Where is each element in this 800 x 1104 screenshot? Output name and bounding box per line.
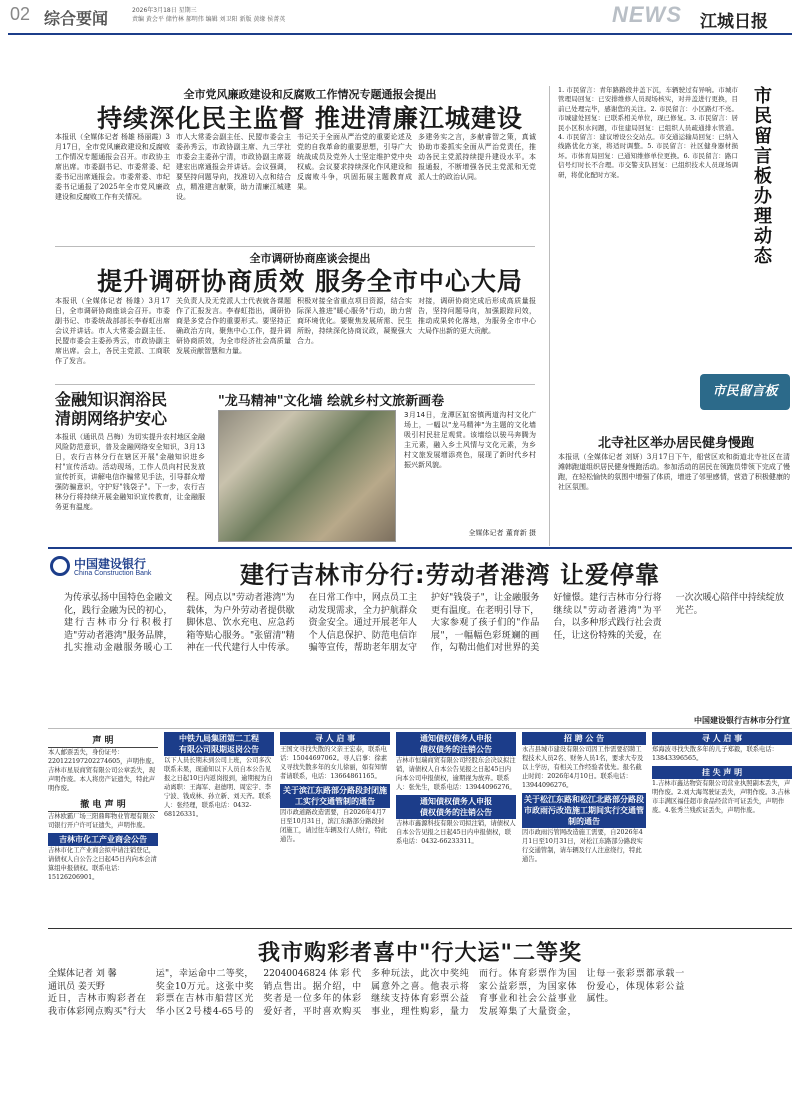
paper-name: 江城日报: [700, 12, 768, 32]
article4-caption: 3月14日，龙潭区缸窑镇两道沟村文化广场上，一幅以"龙马精神"为主题的文化墙吸引村民驻足观赏。该墙绘以骏马奔腾为主元素，融入乡土风情与文化元素，为乡村文旅发展增添亮色，展现了新时代乡村振兴新风貌。: [404, 411, 536, 469]
sidebar-title: [748, 86, 772, 266]
notice-text: 因市政道路改造需要，自2026年4月7日至10月31日，滨江东路部分路段封闭施工，请过往车辆及行人绕行，特此通告。: [280, 809, 388, 843]
header-date: 2026年3月18日 星期三: [132, 7, 197, 14]
notice-text: 永吉县城市建设有限公司因工作需要招聘工程技术人员2名、财务人员1名，要求大专及以上学历，有相关工作经验者优先。报名截止时间：2026年4月10日。联系电话：13944096276。: [522, 746, 644, 789]
article1-headline: 持续深化民主监督 推进清廉江城建设: [97, 104, 523, 133]
article4-photo: [218, 410, 396, 542]
notice-bar: 招 聘 公 告: [522, 732, 646, 745]
notice-bar: 寻 人 启 事: [280, 732, 390, 745]
classified-col1: [48, 732, 158, 920]
ccb-bank-cn: 中国建设银行: [74, 557, 147, 571]
article3-body: 本报讯（通讯员 吕梅）为切实提升农村地区金融风险防范意识，普及金融网络安全知识，3月13日，农行吉林分行在辖区开展"金融知识进乡村"宣传活动。活动现场，工作人员向村民发放宣传折页，讲解电信诈骗常见手法，引导群众增强防骗意识，守护好"钱袋子"。下一步，农行吉林分行将持续开展金融知识宣传教育，让金融服务更有温度。: [55, 433, 205, 511]
article6-headline: 我市购彩者喜中"行大运"二等奖: [258, 941, 582, 966]
notice-title: 撤 电 声 明: [48, 796, 158, 812]
ccb-body: 为传承弘扬中国特色金融文化，践行金融为民的初心，建行吉林市分行积极打造"劳动者港湾"服务品牌，扎实推动金融服务暖心工程。网点以"劳动者港湾"为载体，为户外劳动者提供歇脚休息、饮水充电、应急药箱等贴心服务。"张留清"精神在一代代建行人中传承。在日常工作中，网点员工主动发现需求，全力护航群众资金安全。通过开展老年人个人信息保护、防范电信诈骗等宣传，帮助老年朋友守护好"钱袋子"，让金融服务更有温度。在老明引导下，大家参观了孩子们的"作品展"，一幅幅色彩斑斓的画作，勾勒出他们对世界的美好憧憬。建行吉林市分行将继续以"劳动者港湾"为平台，以多种形式践行社会责任，让这份特殊的关爱，在一次次暖心陪伴中持续绽放光芒。: [64, 593, 784, 653]
notice-text: 郑海波寻找失散多年的儿子郑毅，联系电话：13843396565。: [652, 746, 778, 762]
sidebar-logo: [700, 374, 790, 410]
article2-col2: 关负责人及无党派人士代表就各课题作了汇报发言。李春虹指出，调研协商是多党合作的重要形式。要坚持正确政治方向，聚焦中心工作，提升调研协商质效，为全市经济社会高质量发展贡献智慧和力量。: [176, 297, 291, 355]
header-rule: [8, 33, 792, 35]
ccb-signature: 中国建设银行吉林市分行宣: [694, 716, 790, 725]
notice-text: 吉林欧霸厂场三阳鼎晖物业管理有限公司银行开户许可证遗失，声明作废。: [48, 813, 156, 829]
sidebar-logo-text: 市民留言板: [712, 384, 778, 399]
notice-text: 王国文寻找失散的父亲王宏泰，联系电话：15044697062。寻人启事：徐素义寻找失散多年的女儿徐丽，如有知情者请联系，电话：13664861165。: [280, 746, 388, 780]
article4-credit: 全媒体记者 董育新 摄: [468, 529, 536, 537]
article4-headline: "龙马精神"文化墙 绘就乡村文旅新画卷: [218, 394, 445, 409]
article6-body: 全媒体记者 刘 馨 通讯员 姜天野 近日，吉林市购彩者在我市体彩网点购买"行大运"，幸运命中二等奖，奖金10万元。这张中奖彩票在吉林市船营区光华小区2号楼4-65号的22040046824体彩代销点售出。据介绍，中奖者是一位多年的体彩爱好者，平时喜欢购买多种玩法，此次中奖纯属意外之喜。他表示将继续支持体育彩票公益事业，理性购彩，量力而行。体育彩票作为国家公益彩票，为国家体育事业和社会公益事业发展筹集了大量资金，让每一张彩票都承载一份爱心，体现体彩公益属性。: [48, 969, 685, 1017]
article2-col1: 本报讯（全媒体记者 杨雄）3月17日，全市调研协商座谈会召开。市委副书记、市委统战部部长李春虹出席会议并讲话。市人大常委会副主任、民盟市委会主委孙秀云，市政协副主席出席。会上，各民主党派、工商联作了发言。: [55, 297, 170, 365]
classified-col4: [396, 732, 516, 920]
classified-col2: [164, 732, 274, 920]
sidebar-title-text: 市民留言板办理动态: [751, 86, 772, 266]
ad-rule-bottom: [48, 728, 792, 729]
news-wordmark: NEWS: [612, 2, 682, 27]
notice-bar: 关于松江东路和松江北路部分路段市政雨污改造施工期间实行交通管制的通告: [524, 795, 644, 826]
article1-col2: 市人大常委会副主任、民盟市委会主委孙秀云，市政协副主席、九三学社市委会主委孙宁清，市政协副主席聂建宏出席通报会并讲话。会议强调，要坚持问题导向，找准切入点和结合点，精准建言献策，助力清廉江城建设。: [176, 133, 291, 201]
notice-bar: 通知债权债务人申报 债权债务的注销公告: [396, 732, 516, 756]
article5-headline: 北寺社区举办居民健身慢跑: [597, 436, 754, 451]
divider: [55, 246, 535, 247]
article5-body: 本报讯（全媒体记者 刘妍）3月17日下午，船营区欢和街道北寺社区在清滩韩跑道组织居民健身慢跑活动。参加活动的居民在领跑员带领下完成了慢跑，在轻松愉快的氛围中增强了体质，增进了邻里感情，营造了积极健康的社区氛围。: [558, 453, 790, 491]
notice-bar: 关于滨江东路部分路段封闭施工实行交通管制的通告: [280, 784, 390, 808]
notice-bar: 通知债权债务人申报 债权债务的注销公告: [396, 795, 516, 819]
classified-col5: [522, 732, 646, 920]
classified-col3: [280, 732, 390, 920]
ccb-bank-en: China Construction Bank: [74, 570, 152, 577]
article1-col3: 书记关于全面从严治党的重要论述及党的自我革命的重要思想，引导广大统战成员及党外人士坚定维护党中央权威。会议要求持续深化作风建设和反腐败斗争，巩固拓展主题教育成果。: [297, 133, 412, 191]
notice-text: 1.吉林市鑫达物资有限公司营业执照副本丢失，声明作废。2.刘大海驾驶证丢失，声明作废。3.吉林市丰满区福佳超市食品经营许可证丢失，声明作废。4.张秀兰残疾证丢失，声明作废。: [652, 780, 791, 814]
sidebar-text: 1. 市民留言：青年路路段井盖下沉，车辆驶过有异响。市城市管理局回复：已安排维修人员现场核实，对井盖进行更换，目前已处理完毕，感谢您的关注。2. 市民留言：小区路灯不亮。市城建处回复：已联系相关单位，现已修复。3. 市民留言：居民小区积水问题，市住建局回复：已组织人员疏通排水管道。4. 市民留言：建议增设公交站点。市交通运输局回复：已纳入线路优化方案，将适时调整。5. 市民留言：社区健身器材损坏。市体育局回复：已通知维修单位更换。6. 市民留言：路口信号灯时长不合理。市交警支队回复：已组织技术人员现场调研，将优化配时方案。: [558, 86, 738, 179]
sidebar-divider: [549, 86, 550, 546]
ad-rule-top: [48, 547, 792, 549]
notice-title: 声 明: [48, 732, 158, 748]
page-number: 02: [10, 4, 31, 24]
article2-col3: 积极对接全省重点项目资源，结合实际深入推进"暖心服务"行动，助力营商环境优化。要聚焦发展所需、民生所盼，持续深化协商议政，凝聚强大合力。: [297, 297, 412, 345]
notice-bar: 吉林市化工产业商会公告: [48, 833, 158, 846]
article1-kicker: 全市党风廉政建设和反腐败工作情况专题通报会提出: [183, 88, 437, 101]
article2-col4: 对接，调研协商完成后形成高质量报告，坚持问题导向，加强跟踪问效，推动成果转化落地，为服务全市中心大局作出新的更大贡献。: [418, 297, 536, 335]
divider: [55, 384, 535, 385]
section-title: 综合要闻: [44, 9, 109, 28]
header-editors: 责编 黄会平 储竹林 郝明伟 编辑 刘卫阳 新版 黄缘 侯菁英: [132, 16, 286, 23]
notice-text: 因市政雨污管网改造施工需要，自2026年4月1日至10月31日，对松江东路部分路段实行交通管制，请车辆及行人注意绕行，特此通告。: [522, 829, 643, 863]
ccb-headline: 建行吉林市分行:劳动者港湾 让爱停靠: [240, 561, 660, 589]
article3-headline: 金融知识润浴民 清朗网络护安心: [55, 390, 168, 428]
article1-col4: 多建务实之言，多献睿智之策，真诚协助市委抓实全面从严治党责任，推动各民主党派持续提升建设水平。本报通报，不断增强各民主党派和无党派人士的政治认同。: [418, 133, 536, 181]
lottery-rule: [48, 928, 792, 929]
article2-kicker: 全市调研协商座谈会提出: [249, 252, 371, 265]
notice-text: 吉林市恒瑞商贸有限公司经股东会决议拟注销，请债权人自本公告见报之日起45日内向本公司申报债权，逾期视为放弃。联系人：张先生，联系电话：13944096276。: [396, 757, 516, 791]
notice-text: 吉林市化工产业商会拟申请注销登记，请债权人自公告之日起45日内向本会清算组申报债权。联系电话：15126206901。: [48, 847, 157, 881]
notice-bar: 挂 失 声 明: [652, 766, 792, 779]
notice-text: 以下人员长期未到公司上班，公司多次联系未果，现通知以下人员自本公告见报之日起10日内返岗报到，逾期视为自动离职：王海军、赵德明、周宏宇、李宁波、钱成林、孙立新、刘天齐。联系人：张经理，联系电话：0432-68126331。: [164, 757, 273, 818]
notice-text: 吉林市鑫源科技有限公司拟注销，请债权人自本公告见报之日起45日内申报债权，联系电话：0432-66233311。: [396, 820, 516, 845]
classified-col6: [652, 732, 792, 920]
ccb-logo: [50, 556, 70, 576]
article2-headline: 提升调研协商质效 服务全市中心大局: [97, 267, 523, 296]
notice-bar: 寻 人 启 事: [652, 732, 792, 745]
notice-bar: 中铁九局集团第二工程 有限公司限期返岗公告: [164, 732, 274, 756]
notice-text: 本人邮票丢失，身份证号：220122197202274605，声明作废。吉林市星辰商贸有限公司公章丢失，现声明作废。本人将房产证遗失，特此声明作废。: [48, 749, 158, 792]
article1-col1: 本报讯（全媒体记者 杨雄 杨丽霞）3月17日，全市党风廉政建设和反腐败工作情况专题通报会召开。市政协主席出席。市委副书记、市委常委、纪委书记出席通报会。市委常委、市纪委书记通报了2025年全市党风廉政建设和反腐败工作有关情况。: [55, 133, 170, 201]
